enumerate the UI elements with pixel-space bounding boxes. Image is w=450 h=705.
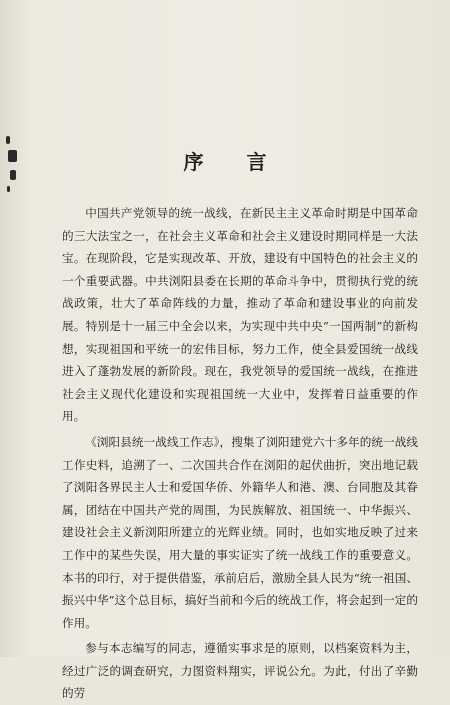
paragraph-3: 参与本志编写的同志，遵循实事求是的原则，以档案资料为主，经过广泛的调查研究，力图资料翔实，评说公允。为此，付出了辛勤的劳: [62, 641, 418, 701]
body-text: [62, 202, 418, 705]
page-title: 序 言: [183, 150, 285, 174]
paragraph-2: 《浏阳县统一战线工作志》，搜集了浏阳建党六十多年的统一战线工作史料，追溯了一、二次国共合作在浏阳的起伏曲折，突出地记载了浏阳各界民主人士和爱国华侨、外籍华人和港、澳、台同胞及其眷属，团结在中国共产党的周围，为民族解放、祖国统一、中华振兴、建设社会主义新浏阳所建立的光辉业绩。同时，也如实地反映了过来工作中的某些失误，用大量的事实证实了统一战线工作的重要意义。本书的印行，对于提供借鉴，承前启后，激励全县人民为“统一祖国、振兴中华”这个总目标，搞好当前和今后的统战工作，将会起到一定的作用。: [62, 434, 418, 630]
paragraph-1: 中国共产党领导的统一战线，在新民主主义革命时期是中国革命的三大法宝之一，在社会主义革命和社会主义建设时期同样是一大法宝。在现阶段，它是实现改革、开放，建设有中国特色的社会主义的一个重要武器。中共浏阳县委在长期的革命斗争中，贯彻执行党的统战政策，壮大了革命阵线的力量，推动了革命和建设事业的向前发展。特别是十一届三中全会以来，为实现中共中央“一国两制”的新构想，实现祖国和平统一的宏伟目标，努力工作，使全县爱国统一战线进入了蓬勃发展的新阶段。现在，我党领导的爱国统一战线，在推进社会主义现代化建设和实现祖国统一大业中，发挥着日益重要的作用。: [62, 206, 418, 424]
